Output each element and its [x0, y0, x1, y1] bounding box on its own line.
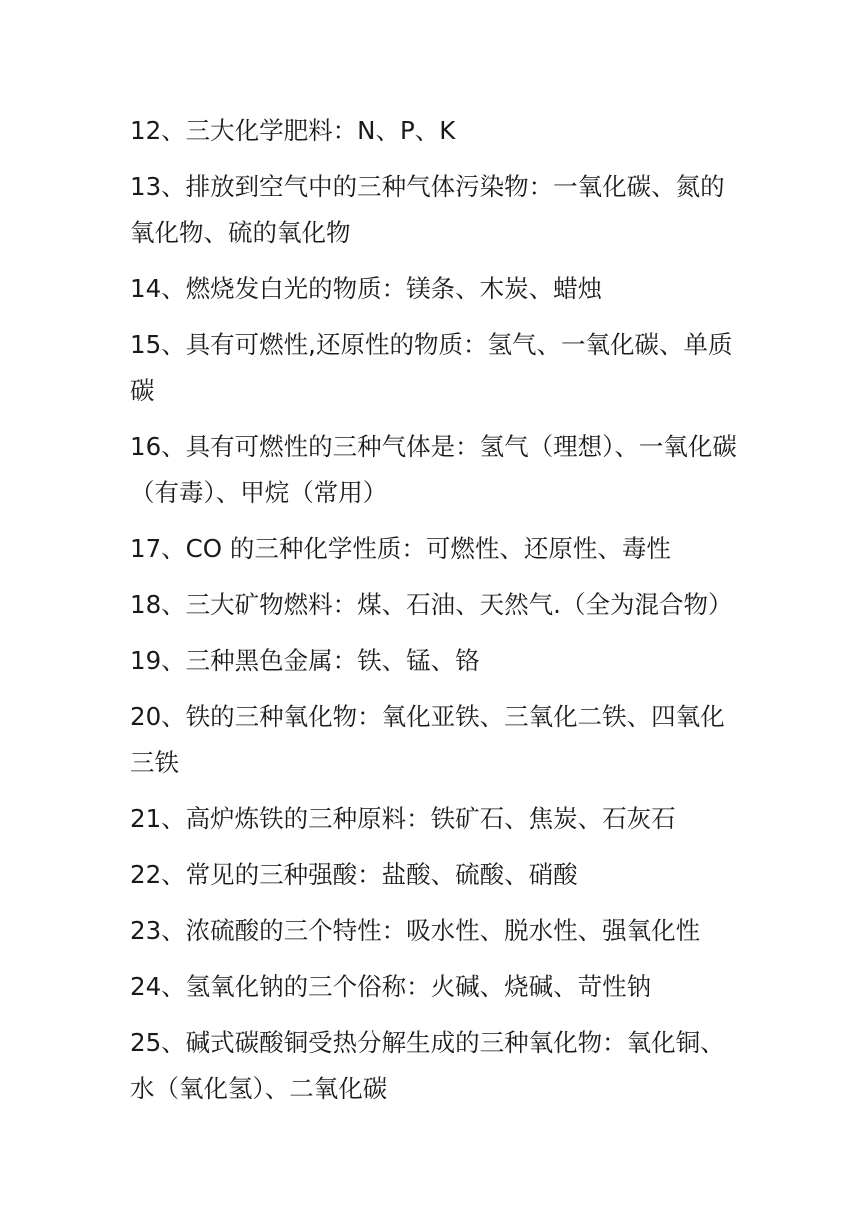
list-item: 16、具有可燃性的三种气体是：氢气（理想）、一氧化碳（有毒）、甲烷（常用） [130, 432, 737, 507]
list-item: 12、三大化学肥料：N、P、K [130, 116, 456, 145]
list-item: 14、燃烧发白光的物质：镁条、木炭、蜡烛 [130, 274, 603, 303]
document-content [130, 108, 740, 1122]
list-item: 17、CO 的三种化学性质：可燃性、还原性、毒性 [130, 534, 671, 563]
list-item: 21、高炉炼铁的三种原料：铁矿石、焦炭、石灰石 [130, 804, 676, 833]
list-item: 20、铁的三种氧化物：氧化亚铁、三氧化二铁、四氧化三铁 [130, 702, 725, 777]
list-item: 24、氢氧化钠的三个俗称：火碱、烧碱、苛性钠 [130, 972, 652, 1001]
list-item: 13、排放到空气中的三种气体污染物：一氧化碳、氮的氧化物、硫的氧化物 [130, 172, 725, 247]
list-item: 23、浓硫酸的三个特性：吸水性、脱水性、强氧化性 [130, 916, 701, 945]
list-item: 15、具有可燃性,还原性的物质：氢气、一氧化碳、单质碳 [130, 330, 733, 405]
list-item: 18、三大矿物燃料：煤、石油、天然气.（全为混合物） [130, 590, 733, 619]
list-item: 19、三种黑色金属：铁、锰、铬 [130, 646, 480, 675]
list-item: 25、碱式碳酸铜受热分解生成的三种氧化物：氧化铜、水（氧化氢）、二氧化碳 [130, 1028, 725, 1103]
list-item: 22、常见的三种强酸：盐酸、硫酸、硝酸 [130, 860, 578, 889]
